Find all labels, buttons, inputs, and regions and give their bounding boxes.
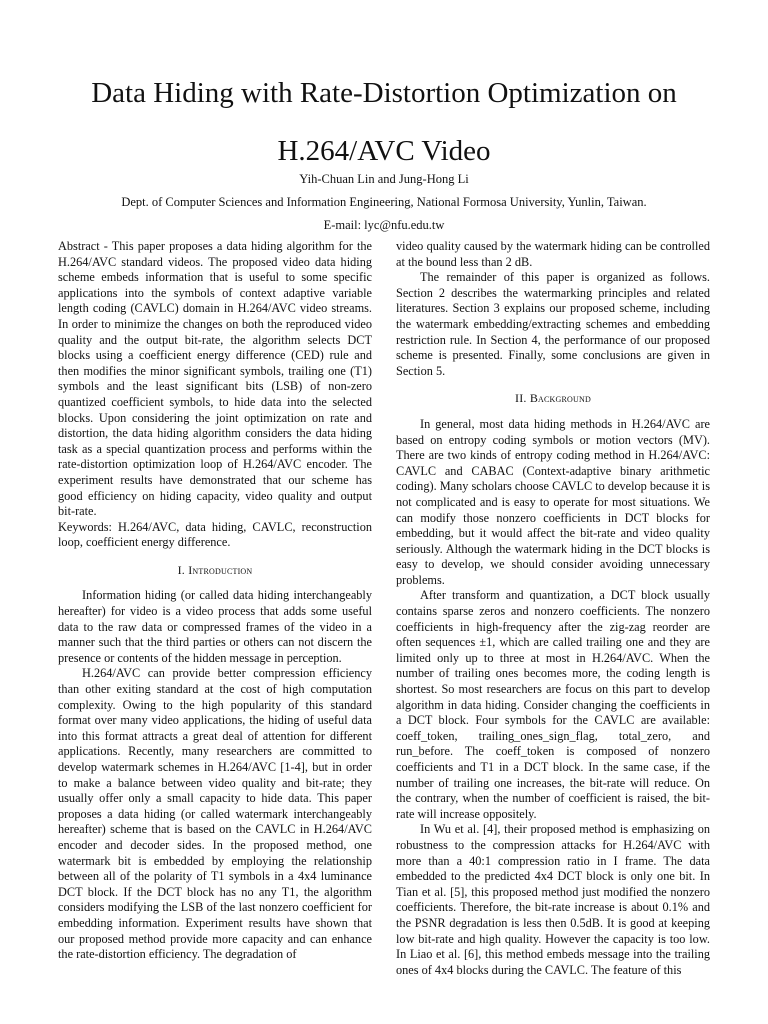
- section-title: Introduction: [188, 562, 253, 577]
- section-number: I.: [177, 562, 186, 577]
- right-column: [396, 239, 710, 978]
- section-heading-introduction: [58, 563, 372, 579]
- authors: Yih-Chuan Lin and Jung-Hong Li: [299, 172, 469, 186]
- section-title: Background: [529, 391, 591, 406]
- paragraph: H.264/AVC can provide better compression efficiency than other exiting standard at the cost of high computation complexity. Owing to the high popularity of this standard format over many video applications, the hiding of useful data into this format attracts a great deal of attention for different applications. Recently, many researchers are committed to develop watermark schemes in H.264/AVC [1-4], but in order to make a balance between video quality and bit-rate; they usually offer only a small capacity to hide data. This paper proposes a data hiding (or called watermark interchangeably hereafter) scheme that is based on the CAVLC in H.264/AVC encoder and decoder sides. In the proposed method, one watermark bit is embedded by employing the relationship between all of the polarity of T1 symbols in a 4x4 luminance DCT block. If the DCT block has no any T1, the algorithm considers modifying the LSB of the last nonzero coefficient for embedding information. Experiment results have shown that our proposed method provide more capacity and can enhance the rate-distortion efficiency. The degradation of: [58, 666, 372, 962]
- paragraph: Information hiding (or called data hiding interchangeably hereafter) for video is a video process that adds some useful data to the raw data or compressed frames of the video in a manner such that the third parties or others can not discern the presence or contents of the hidden message in perception.: [58, 588, 372, 665]
- left-column: [58, 239, 372, 963]
- paragraph-continued: video quality caused by the watermark hiding can be controlled at the bound less than 2 dB.: [396, 239, 710, 269]
- affiliation: Dept. of Computer Sciences and Information Engineering, National Formosa University, Yunlin, Taiwan.: [121, 195, 647, 209]
- abstract: Abstract - This paper proposes a data hiding algorithm for the H.264/AVC standard videos. The proposed video data hiding scheme embeds information that is useful to some specific applications into the symbols of context adaptive variable length coding (CAVLC) domain in H.264/AVC video streams. In order to minimize the changes on both the reproduced video quality and the output bit-rate, the algorithm selects DCT blocks using a coefficient energy difference (CED) rule and then modifies the minor significant symbols, trailing one (T1) symbols and the least significant bits (LSB) of non-zero quantized coefficient symbols, to hide data into the selected blocks. Upon considering the joint optimization on rate and distortion, the data hiding algorithm considers the data hiding task as a special quantization process and performs within the rate-distortion optimization loop of H.264/AVC encoder. The experiment results have demonstrated that our scheme has good efficiency on hiding capacity, video quality and output bit-rate.: [58, 239, 372, 519]
- section-number: II.: [515, 391, 527, 406]
- paragraph: The remainder of this paper is organized as follows. Section 2 describes the watermarking principles and related literatures. Section 3 explains our proposed scheme, including the watermark embedding/extracting schemes and embedding restriction rule. In Section 4, the performance of our proposed scheme is presented. Finally, some conclusions are given in Section 5.: [396, 270, 710, 378]
- paragraph: In Wu et al. [4], their proposed method is emphasizing on robustness to the compression attacks for H.264/AVC with more than a 40:1 compression ratio in I frame. The data embedded to the predicted 4x4 DCT block is only one bit. In Tian et al. [5], this proposed method just modified the nonzero coefficients. Therefore, the bit-rate increase is about 0.1% and the PSNR degradation is less then 0.5dB. It is good at keeping low bit-rate and high quality. However the capacity is too low. In Liao et al. [6], this method embeds message into the trailing ones of 4x4 blocks during the CAVLC. The feature of this: [396, 822, 710, 977]
- email: E-mail: lyc@nfu.edu.tw: [323, 218, 445, 232]
- title-line-2: H.264/AVC Video: [277, 135, 491, 167]
- paper-title: [40, 64, 728, 180]
- keywords: Keywords: H.264/AVC, data hiding, CAVLC, reconstruction loop, coefficient energy difference.: [58, 519, 372, 550]
- section-heading-background: [396, 391, 710, 407]
- paragraph: After transform and quantization, a DCT block usually contains sparse zeros and nonzero coefficients. The nonzero coefficients in high-frequency after the zig-zag reorder are often sequences ±1, which are called trailing one and they are limited only up to three at most in H.264/AVC. When the number of trailing ones becomes more, the coding length is shortest. So most researchers are focus on this part to develop algorithm in data hiding. Consider changing the coefficients in a DCT block. Four symbols for the CAVLC are available: coeff_token, trailing_ones_sign_flag, total_zero, and run_before. The coeff_token is composed of nonzero coefficients and T1 in a DCT block. In the same case, if the number of trailing one increases, the bit-rate will reduce. On the contrary, when the number of coefficient is raised, the bit-rate will increase oppositely.: [396, 588, 710, 821]
- paragraph: In general, most data hiding methods in H.264/AVC are based on entropy coding symbols or motion vectors (MV). There are two kinds of entropy coding method in H.264/AVC: CAVLC and CABAC (Context-adaptive binary arithmetic coding). Many scholars choose CAVLC to develop because it is not complicated and is easy to operate for most situations. We can modify those nonzero coefficients in DCT blocks for embedding, but it would affect the bit-rate and video quality seriously. Although the watermark hiding in the DCT blocks is easy to develop, we should consider avoiding unnecessary problems.: [396, 416, 710, 587]
- title-line-1: Data Hiding with Rate-Distortion Optimization on: [91, 77, 677, 109]
